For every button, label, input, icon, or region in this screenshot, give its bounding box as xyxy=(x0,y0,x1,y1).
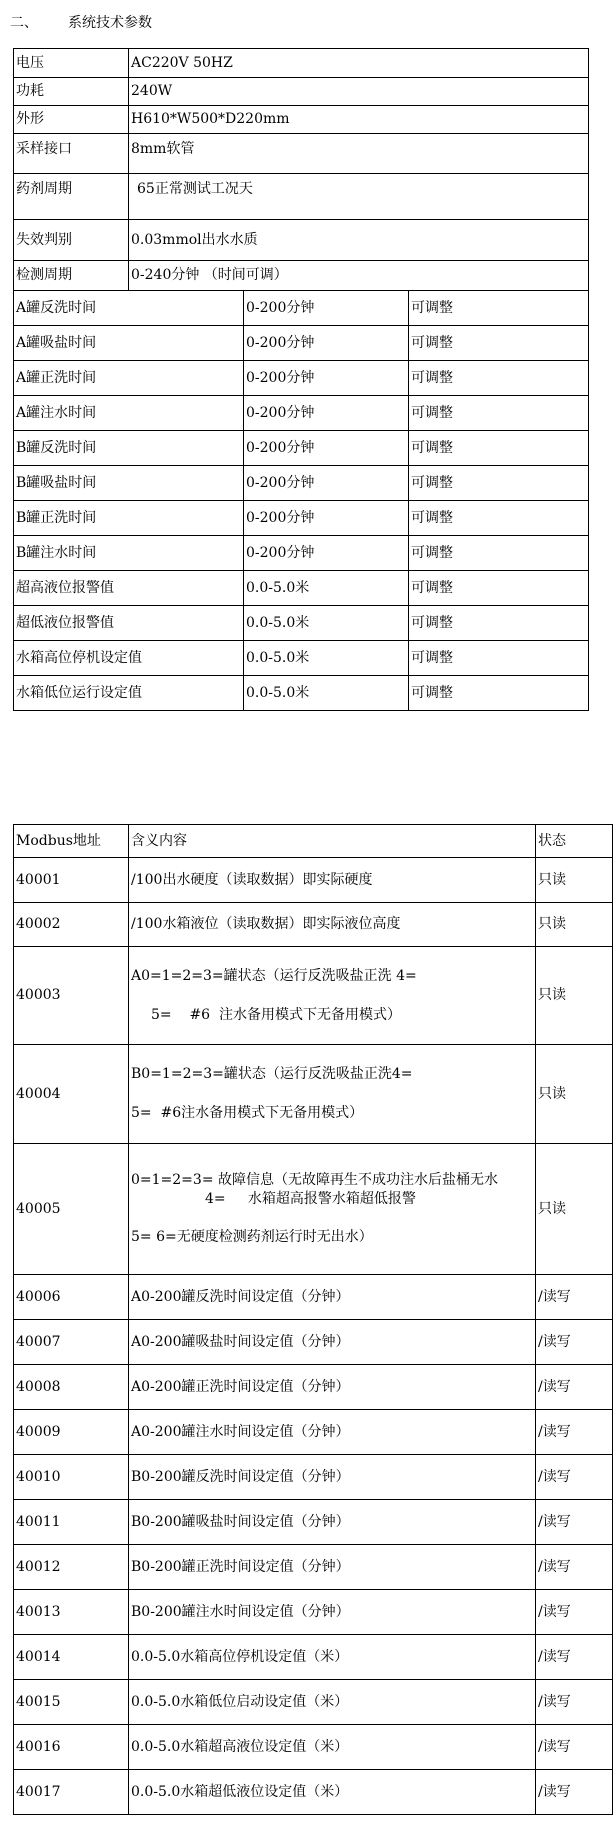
spec-value: 0-240分钟 （时间可调） xyxy=(129,261,589,291)
modbus-status: /读写 xyxy=(536,1590,613,1635)
modbus-meaning xyxy=(129,1680,536,1725)
modbus-row xyxy=(14,1410,613,1455)
spec-value: 240W xyxy=(129,78,589,106)
modbus-address: 40017 xyxy=(14,1770,129,1815)
spec-label: 功耗 xyxy=(14,78,129,106)
setting-name: 水箱高位停机设定值 xyxy=(14,641,244,676)
setting-note: 可调整 xyxy=(409,571,589,606)
modbus-status: /读写 xyxy=(536,1365,613,1410)
modbus-row xyxy=(14,1545,613,1590)
meaning-line: /100出水硬度（读取数据）即实际硬度 xyxy=(131,871,373,888)
meaning-line: B0-200罐反洗时间设定值（分钟） xyxy=(131,1468,350,1485)
setting-name: A罐反洗时间 xyxy=(14,291,244,326)
setting-range: 0.0-5.0米 xyxy=(244,571,409,606)
meaning-line: 0.0-5.0水箱超高液位设定值（米） xyxy=(131,1738,349,1755)
setting-row xyxy=(14,676,589,711)
setting-row xyxy=(14,501,589,536)
setting-name: A罐吸盐时间 xyxy=(14,326,244,361)
modbus-row xyxy=(14,1500,613,1545)
modbus-meaning xyxy=(129,1365,536,1410)
setting-range: 0-200分钟 xyxy=(244,431,409,466)
meaning-line: B0-200罐正洗时间设定值（分钟） xyxy=(131,1558,350,1575)
modbus-meaning xyxy=(129,1770,536,1815)
modbus-status: 只读 xyxy=(536,903,613,947)
modbus-address: 40007 xyxy=(14,1320,129,1365)
meaning-line: /100水箱液位（读取数据）即实际液位高度 xyxy=(131,916,401,933)
modbus-address: 40004 xyxy=(14,1045,129,1144)
setting-note: 可调整 xyxy=(409,291,589,326)
setting-range: 0-200分钟 xyxy=(244,466,409,501)
setting-note: 可调整 xyxy=(409,326,589,361)
setting-note: 可调整 xyxy=(409,396,589,431)
modbus-meaning xyxy=(129,947,536,1045)
setting-name: B罐注水时间 xyxy=(14,536,244,571)
modbus-row xyxy=(14,1770,613,1815)
modbus-address: 40006 xyxy=(14,1275,129,1320)
setting-note: 可调整 xyxy=(409,501,589,536)
header-status: 状态 xyxy=(536,825,613,858)
setting-row xyxy=(14,431,589,466)
modbus-row xyxy=(14,1365,613,1410)
setting-row xyxy=(14,641,589,676)
modbus-address: 40011 xyxy=(14,1500,129,1545)
spec-row xyxy=(14,174,589,220)
modbus-meaning xyxy=(129,1144,536,1275)
setting-note: 可调整 xyxy=(409,606,589,641)
spec-row xyxy=(14,134,589,174)
setting-note: 可调整 xyxy=(409,536,589,571)
meaning-line: A0-200罐吸盐时间设定值（分钟） xyxy=(131,1333,350,1350)
modbus-meaning xyxy=(129,1320,536,1365)
modbus-address: 40010 xyxy=(14,1455,129,1500)
modbus-status: /读写 xyxy=(536,1545,613,1590)
meaning-line: 5= #6注水备用模式下无备用模式） xyxy=(131,1105,364,1121)
spec-label: 采样接口 xyxy=(14,134,129,174)
spec-label: 药剂周期 xyxy=(14,174,129,220)
spec-label: 检测周期 xyxy=(14,261,129,291)
setting-row xyxy=(14,536,589,571)
meaning-line: 5= 6=无硬度检测药剂运行时无出水） xyxy=(131,1229,373,1246)
modbus-row xyxy=(14,858,613,903)
modbus-table xyxy=(13,824,613,1815)
meaning-line: 0.0-5.0水箱低位启动设定值（米） xyxy=(131,1693,349,1710)
modbus-meaning xyxy=(129,903,536,947)
setting-name: B罐反洗时间 xyxy=(14,431,244,466)
meaning-line: 5= #6 注水备用模式下无备用模式） xyxy=(151,1006,401,1023)
setting-row xyxy=(14,466,589,501)
modbus-status: 只读 xyxy=(536,858,613,903)
section-heading xyxy=(10,12,152,32)
setting-range: 0-200分钟 xyxy=(244,536,409,571)
setting-range: 0-200分钟 xyxy=(244,326,409,361)
modbus-address: 40014 xyxy=(14,1635,129,1680)
spec-value: H610*W500*D220mm xyxy=(129,106,589,134)
setting-range: 0.0-5.0米 xyxy=(244,676,409,711)
modbus-address: 40005 xyxy=(14,1144,129,1275)
setting-note: 可调整 xyxy=(409,676,589,711)
section-title: 系统技术参数 xyxy=(68,15,152,31)
setting-row xyxy=(14,396,589,431)
spec-row xyxy=(14,49,589,78)
modbus-row xyxy=(14,1275,613,1320)
spec-row xyxy=(14,106,589,134)
modbus-meaning xyxy=(129,1455,536,1500)
modbus-meaning xyxy=(129,1500,536,1545)
modbus-address: 40013 xyxy=(14,1590,129,1635)
modbus-status: /读写 xyxy=(536,1635,613,1680)
meaning-line: A0-200罐注水时间设定值（分钟） xyxy=(131,1423,350,1440)
setting-name: A罐正洗时间 xyxy=(14,361,244,396)
modbus-meaning xyxy=(129,1635,536,1680)
meaning-line: B0-200罐注水时间设定值（分钟） xyxy=(131,1603,350,1620)
spec-row xyxy=(14,261,589,291)
setting-name: A罐注水时间 xyxy=(14,396,244,431)
modbus-meaning xyxy=(129,1725,536,1770)
modbus-status: 只读 xyxy=(536,1144,613,1275)
modbus-meaning xyxy=(129,858,536,903)
meaning-line: 0=1=2=3= 故障信息（无故障再生不成功注水后盐桶无水 xyxy=(131,1171,498,1188)
modbus-meaning xyxy=(129,1590,536,1635)
modbus-status: 只读 xyxy=(536,1045,613,1144)
setting-name: B罐正洗时间 xyxy=(14,501,244,536)
modbus-status: /读写 xyxy=(536,1275,613,1320)
modbus-status: /读写 xyxy=(536,1770,613,1815)
modbus-address: 40016 xyxy=(14,1725,129,1770)
spec-row xyxy=(14,78,589,106)
setting-note: 可调整 xyxy=(409,431,589,466)
setting-range: 0-200分钟 xyxy=(244,501,409,536)
modbus-row xyxy=(14,1590,613,1635)
modbus-row xyxy=(14,1635,613,1680)
setting-row xyxy=(14,291,589,326)
modbus-address: 40008 xyxy=(14,1365,129,1410)
modbus-row xyxy=(14,903,613,947)
setting-range: 0.0-5.0米 xyxy=(244,606,409,641)
modbus-status: /读写 xyxy=(536,1725,613,1770)
setting-range: 0-200分钟 xyxy=(244,396,409,431)
modbus-status: /读写 xyxy=(536,1680,613,1725)
setting-row xyxy=(14,326,589,361)
setting-note: 可调整 xyxy=(409,361,589,396)
setting-range: 0-200分钟 xyxy=(244,291,409,326)
meaning-line: A0-200罐反洗时间设定值（分钟） xyxy=(131,1288,350,1305)
modbus-meaning xyxy=(129,1045,536,1144)
modbus-status: /读写 xyxy=(536,1455,613,1500)
modbus-row xyxy=(14,1725,613,1770)
setting-name: 水箱低位运行设定值 xyxy=(14,676,244,711)
meaning-line: 0.0-5.0水箱高位停机设定值（米） xyxy=(131,1648,349,1665)
modbus-status: /读写 xyxy=(536,1500,613,1545)
meaning-line: A0-200罐正洗时间设定值（分钟） xyxy=(131,1378,350,1395)
modbus-address: 40015 xyxy=(14,1680,129,1725)
parameter-table xyxy=(13,48,589,711)
modbus-row xyxy=(14,1045,613,1144)
modbus-address: 40009 xyxy=(14,1410,129,1455)
setting-name: B罐吸盐时间 xyxy=(14,466,244,501)
modbus-row xyxy=(14,1320,613,1365)
modbus-status: /读写 xyxy=(536,1320,613,1365)
setting-note: 可调整 xyxy=(409,466,589,501)
modbus-status: /读写 xyxy=(536,1410,613,1455)
modbus-row xyxy=(14,947,613,1045)
modbus-address: 40001 xyxy=(14,858,129,903)
modbus-row xyxy=(14,1680,613,1725)
meaning-line: B0-200罐吸盐时间设定值（分钟） xyxy=(131,1513,350,1530)
setting-row xyxy=(14,361,589,396)
modbus-row xyxy=(14,1144,613,1275)
modbus-row xyxy=(14,1455,613,1500)
modbus-address: 40002 xyxy=(14,903,129,947)
spec-value: AC220V 50HZ xyxy=(129,49,589,78)
modbus-meaning xyxy=(129,1275,536,1320)
spec-value: 0.03mmol出水水质 xyxy=(129,220,589,261)
meaning-line: 4= 水箱超高报警水箱超低报警 xyxy=(205,1190,416,1207)
meaning-line: A0=1=2=3=罐状态（运行反洗吸盐正洗 4= xyxy=(131,967,417,984)
setting-range: 0-200分钟 xyxy=(244,361,409,396)
modbus-status: 只读 xyxy=(536,947,613,1045)
setting-range: 0.0-5.0米 xyxy=(244,641,409,676)
meaning-line: B0=1=2=3=罐状态（运行反洗吸盐正洗4= xyxy=(131,1066,413,1083)
section-number: 二、 xyxy=(10,15,38,31)
spec-value: 65正常测试工况天 xyxy=(129,174,589,220)
spec-row xyxy=(14,220,589,261)
header-meaning: 含义内容 xyxy=(129,825,536,858)
setting-name: 超高液位报警值 xyxy=(14,571,244,606)
meaning-line: 0.0-5.0水箱超低液位设定值（米） xyxy=(131,1783,349,1800)
modbus-meaning xyxy=(129,1410,536,1455)
spec-label: 失效判别 xyxy=(14,220,129,261)
header-address: Modbus地址 xyxy=(14,825,129,858)
modbus-address: 40003 xyxy=(14,947,129,1045)
setting-row xyxy=(14,606,589,641)
spec-label: 外形 xyxy=(14,106,129,134)
setting-name: 超低液位报警值 xyxy=(14,606,244,641)
setting-row xyxy=(14,571,589,606)
spec-label: 电压 xyxy=(14,49,129,78)
modbus-meaning xyxy=(129,1545,536,1590)
setting-note: 可调整 xyxy=(409,641,589,676)
spec-value: 8mm软管 xyxy=(129,134,589,174)
modbus-header-row xyxy=(14,825,613,858)
modbus-address: 40012 xyxy=(14,1545,129,1590)
